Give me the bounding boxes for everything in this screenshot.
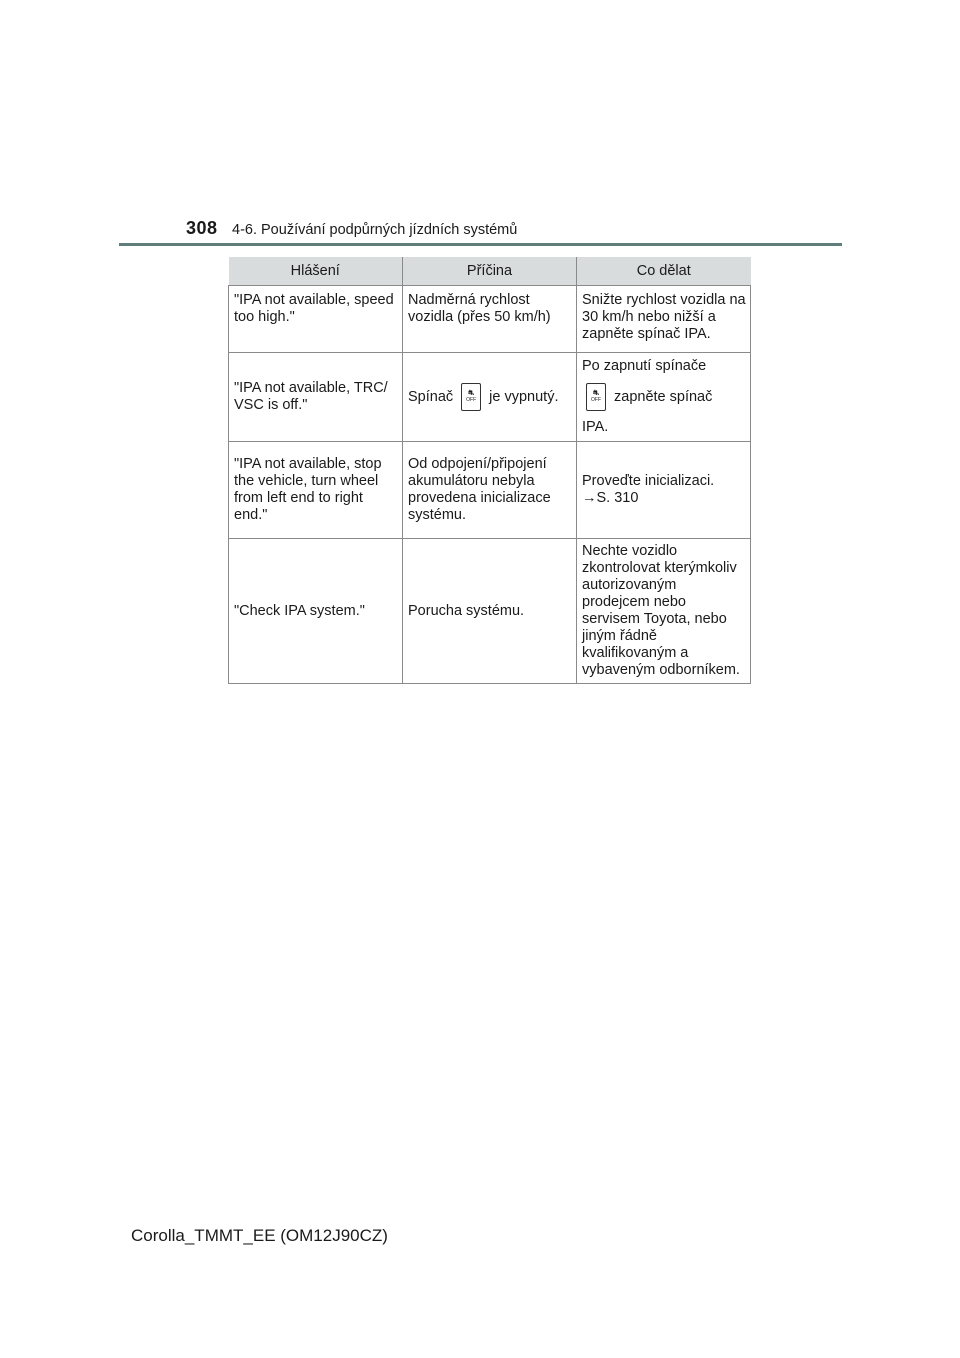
cause-prefix: Spínač — [408, 388, 454, 405]
action-line: zapněte spínač — [614, 388, 713, 405]
action-line: IPA. — [582, 419, 609, 435]
cause-cell: Porucha systému. — [403, 539, 577, 684]
message-cell: "IPA not available, speed too high." — [229, 286, 403, 353]
action-cell: Snižte rychlost vozidla na 30 km/h nebo nižší a zapněte spínač IPA. — [577, 286, 751, 353]
table-row — [229, 286, 751, 353]
cause-cell: Nadměrná rychlost vozidla (přes 50 km/h) — [403, 286, 577, 353]
vsc-off-switch-icon: ⛐ OFF — [586, 383, 606, 411]
cause-suffix: je vypnutý. — [489, 388, 559, 405]
table-row — [229, 539, 751, 684]
messages-table — [228, 257, 751, 684]
action-cell: Nechte vozidlo zkontrolovat kterýmkoliv autorizovaným prodejcem nebo servisem Toyota, nebo jiným řádně kvalifikovaným a vybaveným odborníkem. — [577, 539, 751, 684]
action-line: Proveďte inicializaci. — [582, 473, 715, 489]
vsc-off-switch-icon: ⛐ OFF — [461, 383, 481, 411]
message-cell: "IPA not available, TRC/ VSC is off." — [229, 353, 403, 442]
column-header-message: Hlášení — [229, 257, 403, 286]
page-reference-link[interactable]: →S. 310 — [582, 490, 639, 506]
cause-cell: Od odpojení/připojení akumulátoru nebyla provedena inicializace systému. — [403, 442, 577, 539]
action-cell — [577, 442, 751, 539]
column-header-cause: Příčina — [403, 257, 577, 286]
column-header-action: Co dělat — [577, 257, 751, 286]
table-row — [229, 442, 751, 539]
table-header-row — [229, 257, 751, 286]
action-cell — [577, 353, 751, 442]
table-row — [229, 353, 751, 442]
section-title: 4-6. Používání podpůrných jízdních systémů — [232, 222, 518, 238]
message-cell: "IPA not available, stop the vehicle, turn wheel from left end to right end." — [229, 442, 403, 539]
action-line: Po zapnutí spínače — [582, 358, 707, 374]
header-rule — [119, 243, 842, 246]
footer-manual-id: Corolla_TMMT_EE (OM12J90CZ) — [131, 1226, 388, 1245]
page-number: 308 — [186, 218, 218, 238]
cause-cell — [403, 353, 577, 442]
message-cell: "Check IPA system." — [229, 539, 403, 684]
